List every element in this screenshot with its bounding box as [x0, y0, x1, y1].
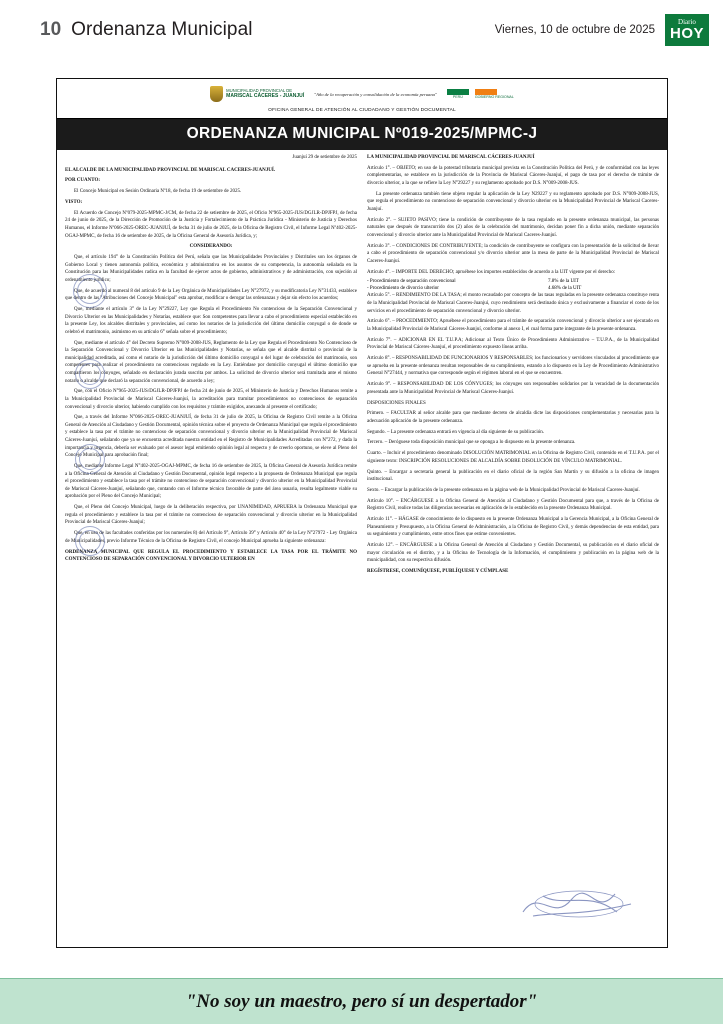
- fee-row: [367, 286, 659, 291]
- badge-peru-label: PERÚ: [452, 94, 463, 99]
- article-text: Quinto. – Encargar a secretaria general la publicación en el diario oficial de la región San Martín y su difusión a la oficina de imagen institucional.: [367, 469, 659, 483]
- considerando-item: Que, en uso de las facultades conferidas por los numerales 8) del Artículo 9°, Artículo 39° y Artículo 40° de la Ley N°27972 - Ley Orgánica de Municipalidades, previo Informe Técnico de la Oficina de Registro Civil, el concejo Municipal aprueba la siguiente ordenanza:: [65, 531, 357, 544]
- article-text: Cuarto. – Incluir el procedimiento denominado DISOLUCIÓN MATRIMONIAL en la Oficina de Registro Civil, contenido en el T.U.P.A. por el siguiente texto: INSCRIPCIÓN RESOLUCIONES DE ALCALDÍA SOBRE DISOLUCIÓN DE VÍNCULO MATRIMONIAL.: [367, 451, 659, 464]
- government-badges: [447, 89, 514, 100]
- article-text: Artículo 6°. – PROCEDIMIENTO; Apruébese el procedimiento para el trámite de separación convencional y divorcio ulterior a ser ejecutado en la Municipalidad Provincial de Mariscal Cáceres-Juanjuí, conforme al anexo I, el cual forma parte integrante de la presente ordenanza.: [367, 319, 659, 332]
- article-text: Tercero. – Deróguese toda disposición municipal que se oponga a lo dispuesto en la presente ordenanza.: [367, 440, 576, 446]
- logo-line-2: HOY: [669, 25, 704, 42]
- article-text: Artículo 12°. – ENCÁRGUESE a la Oficina General de Atención al Ciudadano y Gestión Documental, su publicación en el diario oficial de mayor circulación en el distrito, y a la Oficina de Tecnología de la Información, el cumplimiento y publicación en la página web de la municipalidad, con su respectiva difusión.: [367, 543, 659, 564]
- mayor-heading: EL ALCALDE DE LA MUNICIPALIDAD PROVINCIAL DE MARISCAL CACERES-JUANJUÍ.: [65, 167, 276, 173]
- fee-value: 7.8% de la UIT: [548, 279, 579, 285]
- national-motto: "Año de la recuperación y consolidación de la economía peruana": [314, 91, 437, 97]
- left-column: [65, 154, 357, 942]
- signature-scribble: [519, 882, 639, 924]
- article-text: Artículo 1°. – OBJETO; en uso de la potestad tributaria municipal prevista en la Constitución Política del Perú, y de conformidad con las leyes complementarias, se establece en la jurisdicción de la Provincia de Mariscal Cáceres-Juanjuí, el pago de tasa por el derecho de trámite de divorcio ulterior, a la que se refiere la Ley N°29227 y su reglamento aprobado por D.S. N°009-2008-JUS.: [367, 165, 659, 186]
- page-number: 10: [40, 19, 62, 40]
- considerando-item: Que, mediante el artículo 3° de la Ley N°29227, Ley que Regula el Procedimiento No contencioso de la Separación Convencional y Divorcio Ulterior en las Municipalidades y Notarías, establece que: Son competentes para llevar a cabo el procedimiento especial establecido en la presente Ley, los alcaldes distritales y provinciales, así como los notarios de la jurisdicción del último domicilio conyugal o de donde se celebró el matrimonio, asimismo en su artículo 6° señala sobre el procedimiento;: [65, 307, 357, 335]
- place-and-date: Juanjuí 29 de setiembre de 2025: [292, 155, 357, 160]
- right-column: [367, 154, 659, 942]
- article-text: Artículo 7°. – ADICIONAR EN EL T.U.P.A; Adicionar al Texto Único de Procedimiento Administrativo – T.U.P.A., de la Municipalidad Provincial de Mariscal Cáceres-Juanjuí, el procedimiento expuesto líneas arriba.: [367, 337, 659, 351]
- article-text: Artículo 5°. – RENDIMIENTO DE LA TASA; el monto recaudado por concepto de las tasas reguladas en la presente ordenanza constituye renta de la Municipalidad Provincial de Mariscal Caceres-Juanjuí, cuyo rendimiento será destinado única y exclusivamente a financiar el costo de los servicios en el procedimiento de separación convencional y divorcio ulterior.: [367, 293, 659, 314]
- diario-hoy-logo: [665, 14, 709, 46]
- final-provisions-label: DISPOSICIONES FINALES: [367, 400, 426, 406]
- document-columns: [57, 150, 667, 948]
- fee-row: [367, 279, 659, 284]
- considerando-item: Que, de acuerdo al numeral 8 del artículo 9 de la Ley Orgánica de Municipalidades Ley N°27972, y su modificatoria Ley N°31433, establece que dentro de las "Atribuciones del Concejo Municipal" esta aprobar, modificar o derogar las ordenanzas y dejar sin efecto los acuerdos;: [65, 288, 357, 302]
- considerando-label: CONSIDERANDO:: [189, 244, 233, 250]
- por-cuanto-label: POR CUANTO:: [65, 178, 101, 184]
- footer-slogan: "No soy un maestro, pero sí un despertador": [185, 990, 538, 1012]
- badge-regional-label: GOBIERNO REGIONAL: [474, 94, 514, 99]
- considerando-item: Que, el Pleno del Concejo Municipal, luego de la deliberación respectiva, por UNANIMIDAD, APRUEBA la Ordenanza Municipal que regula el procedimiento y establece la tasa por el trámite no contencioso de separación convencional y divorcio ulterior en la Municipalidad Provincial de Mariscal Cáceres-Juanjuí;: [65, 505, 357, 526]
- considerando-item: Que, mediante el artículo 4° del Decreto Supremo N°009-2008-JUS, Reglamento de la Ley que Regula el Procedimiento No Contencioso de la Separación Convencional y Divorcio Ulterior en las Municipalidades y Notarías, se señala que el alcalde distrital o provincial de la municipalidad acreditada, así como el notario de la jurisdicción del último domicilio conyugal o del lugar de celebración del matrimonio, son competentes para realizar el procedimiento no contenciosos regulado en la Ley. Entiéndase por domicilio conyugal el último domicilio que compartieron los cónyuges, señalado en declaración jurada suscrita por ambos. La solicitud de divorcio ulterior será tramitada ante el mismo notario o alcalde que declaró la separación convencional, de acuerdo a ley;: [65, 340, 357, 384]
- fee-label: - Procedimiento de separación convencional: [367, 279, 456, 285]
- badge-regional: [475, 89, 514, 100]
- article-text: Artículo 3°. – CONDICIONES DE CONTRIBUYENTE; la condición de contribuyente se configura con la presentación de la solicitud de llevar a cabo el procedimiento de separación convencional y/o divorcio ulterior ante la mesa de parte de la Municipalidad Provincial de Mariscal Caceres-Juanjuí.: [367, 243, 659, 264]
- considerando-item: Que, con el Oficio N°965-2025-JUS/DGJLR-DPJFPJ de fecha 24 de junio de 2025, el Ministerio de Justicia y Derechos Humanos remite a la Municipalidad Provincial de Mariscal Cáceres-Juanjuí, la acreditación para tramitar procedimientos no contenciosos de separación convencional y divorcio ulterior, habiendo cumplido con los requisitos y trámite exigidos, anexando al presente el certificado;: [65, 389, 357, 410]
- article-text: Artículo 10°. – ENCÁRGUESE a la Oficina General de Atención al Ciudadano y Gestión Documental para que, a través de la Oficina de Registro Civil, realice todas las diligencias necesarias en aplicación de lo establecido en la presente Ordenanza Municipal.: [367, 498, 659, 512]
- logo-line-1: Diario: [678, 18, 696, 26]
- page-title: Ordenanza Municipal: [71, 19, 253, 40]
- fee-label: - Procedimiento de divorcio ulterior: [367, 285, 439, 291]
- article-text: Primero. – FACULTAR al señor alcalde para que mediante decreto de alcaldía dicte las disposiciones complementarias y necesarias para la adecuación aplicación de la presente ordenanza.: [367, 411, 659, 424]
- article-text: La presente ordenanza también tiene objeto regular la aplicación de la Ley N29227 y su reglamento aprobado por D.S. N°009-2008-JUS, que regula el procedimiento no contencioso de separación convencional y divorcio ulterior en la Municipalidad Provincial de Mariscal Caceres-Juanjuí.: [367, 191, 659, 212]
- municipality-logo: [210, 86, 304, 102]
- article-text: Segundo. – La presente ordenanza entrará en vigencia al día siguiente de su publicación.: [367, 429, 545, 435]
- muni-name: MARISCAL CÁCERES - JUANJUÍ: [226, 92, 305, 99]
- visto-text: El Acuerdo de Concejo Nº079-2025-MPMC-J/CM, de fecha 22 de setiembre de 2025, el Oficio Nº965-2025-JUS/DGJLR-DPJFPJ, de fecha 24 de junio de 2025, de la Dirección de Promoción de la Justicia y Fortalecimiento de la Práctica Jurídica - Ministerio de Justicia y Derechos Humanos, el Informe Nº066-2025-OREC-JUANJUÍ, de fecha 31 de julio de 2025, de la Oficina de Registro Civil, el Informe Legal Nº402-2025-OGAJ-MPMC, de fecha 16 de setiembre de 2025, de la Oficina General de Asesoría Jurídica, y;: [65, 210, 357, 239]
- closing-formula: REGÍSTRESE, COMUNÍQUESE, PUBLÍQUESE Y CÚMPLASE: [367, 569, 509, 575]
- fee-value: 4.68% de la UIT: [548, 285, 582, 291]
- article-text: Artículo 9°. – RESPONSABILIDAD DE LOS CÓNYUGES; los cónyuges son responsables solidarios por la veracidad de la documentación presentada ante la Municipalidad Provincial de Mariscal Cáceres-Juanjuí.: [367, 382, 659, 395]
- institutional-strip: [57, 79, 667, 119]
- right-column-heading: LA MUNICIPALIDAD PROVINCIAL DE MARISCAL CÁCERES-JUANJUÍ: [367, 155, 535, 160]
- article-text: Artículo 11°. – HÁGASE de conocimiento de lo dispuesto en la presente Ordenanza Municipal a la Gerencia Municipal, a la Oficina General de Planeamiento y Presupuesto, a la Oficina General de Administración, a la Oficina de Registro Civil, y demás dependencias de esta entidad, para su seguimiento y cumplimiento, entre otros fines que estime convenientes.: [367, 517, 659, 538]
- por-cuanto-text: El Concejo Municipal en Sesión Ordinaria Nº18, de fecha 19 de setiembre de 2025.: [74, 189, 242, 195]
- considerando-item: Que, a través del Informe N°066-2025-OREC-JUANJUÍ, de fecha 31 de julio de 2025, la Oficina de Registro Civil remite a la Oficina General de Atención al Ciudadano y Gestión Documental, opinión técnica sobre el proyecto de Ordenanza Municipal que regula el procedimiento y establece la tasa por el trámite no contencioso de separación convencional y divorcio ulterior en la Municipalidad Provincial de Mariscal Cáceres-Juanjuí, señalando que ya se encuentra acreditada nuestra entidad en el Registro de Municipalidades Acreditadas con N°272, y dada la importancia y urgencia, debería ser evaluado por el asesor legal emitiendo opinión legal al respecto y de creerlo oportuno, se eleve al Pleno del Concejo Municipal para aprobación final;: [65, 415, 357, 459]
- ordinance-title: ORDENANZA MUNICIPAL Nº019-2025/MPMC-J: [57, 119, 667, 150]
- office-line: OFICINA GENERAL DE ATENCIÓN AL CIUDADANO Y GESTIÓN DOCUMENTAL: [268, 108, 456, 113]
- visto-label: VISTO:: [65, 199, 83, 205]
- badge-peru: [447, 89, 469, 100]
- ordinance-document: [56, 78, 668, 948]
- considerando-item: Que, el artículo 194° de la Constitución Política del Perú, señala que las Municipalidades Provinciales y Distritales son los órganos de Gobierno Local y tienen autonomía política, económica y administrativa en los asuntos de su competencia, la autonomía señalada en la Constitución para las Municipalidades radica en la facultad de ejercer actos de gobierno, administrativos y de administración, con sujeción al ordenamiento jurídico;: [65, 255, 357, 283]
- footer-slogan-band: [0, 978, 723, 1024]
- considerando-item: Que, mediante Informe Legal N°402-2025-OGAJ-MPMC, de fecha 16 de setiembre de 2025, la Oficina General de Asesoría Jurídica remite a la Oficina General de Atención al Ciudadano y Gestión Documental, opinión legal respecto a la propuesta de Ordenanza Municipal que regula el procedimiento y establece la tasa por el trámite no contencioso de separación convencional y divorcio ulterior en la Municipalidad Provincial de Mariscal Cáceres-Juanjuí, señalando que, contando con el Informe técnico favorable de parte del área usuaria, resulta legalmente viable su aprobación por el Pleno del Concejo Municipal;: [65, 464, 357, 500]
- article-text: Sexto. – Encargar la publicación de la presente ordenanza en la página web de la Municipalidad Provincial de Mariscal Caceres-Juanjuí.: [367, 487, 640, 493]
- publication-date: Viernes, 10 de octubre de 2025: [494, 24, 655, 36]
- article-text: Artículo 8°. – RESPONSABILIDAD DE FUNCIONARIOS Y RESPONSABLES; los funcionarios y servidores vinculados al procedimiento que se aprueba en la presente ordenanza resultan responsables de su cumplimiento, estando a lo dispuesto en la Ley de Procedimiento Administrativo General N°27444, y normativa que corresponde según el régimen laboral en el que se encuentren.: [367, 356, 659, 377]
- article-text: Artículo 4°. – IMPORTE DEL DERECHO; apruébese los importes establecidos de acuerdo a la UIT vigente por el derecho:: [367, 269, 616, 275]
- page-header: [0, 0, 723, 60]
- muni-name-top: MUNICIPALIDAD PROVINCIAL DE: [226, 87, 293, 93]
- ordinance-subject-title: ORDENANZA MUNICIPAL QUE REGULA EL PROCEDIMIENTO Y ESTABLECE LA TASA POR EL TRÁMITE NO CONTENCIOSO DE SEPARACIÓN CONVENCIONAL Y DIVORCIO ULTERIOR EN: [65, 549, 357, 563]
- article-text: Artículo 2°. – SUJETO PASIVO; tiene la condición de contribuyente de la tasa regulado en la presente ordenanza municipal, las personas naturales que después de transcurrido dos (2) años de la celebración del matrimonio, decidan poner fin a dicha unión, mediante separación convencional y divorcio ulterior ante la Municipalidad Provincial de Mariscal Caceres-Juanjuí.: [367, 217, 659, 238]
- shield-icon: [210, 86, 223, 102]
